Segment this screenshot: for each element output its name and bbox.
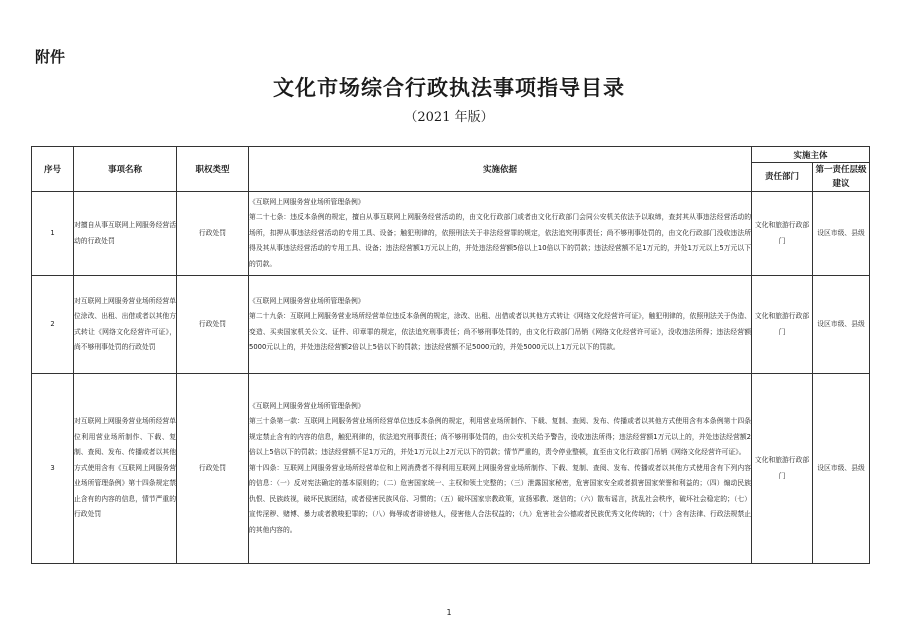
page-title: 文化市场综合行政执法事项指导目录 [273, 75, 625, 100]
row-seq: 1 [32, 192, 74, 276]
basis-paragraph: 第三十条第一款：互联网上网服务营业场所经营单位违反本条例的规定，利用营业场所制作、下载、复制、查阅、发布、传播或者以其他方式使用含有本条例第十四条规定禁止含有的内容的信息，触犯刑律的，依法追究刑事责任；尚不够刑事处罚的，由公安机关给予警告，没收违法所得；违法经营额1万元以上的，并处违法经营额2倍以上5倍以下的罚款；违法经营额不足1万元的，并处1万元以上2万元以下的罚款；情节严重的，责令停业整顿，直至由文化行政部门吊销《网络文化经营许可证》。 [249, 417, 751, 457]
catalog-table [31, 146, 870, 564]
row-basis [249, 374, 752, 564]
header-subject-group: 实施主体 [752, 147, 870, 163]
header-basis: 实施依据 [249, 147, 752, 192]
row-first-level: 设区市级、县级 [813, 374, 870, 564]
row-basis [249, 192, 752, 276]
header-responsible-dept: 责任部门 [752, 163, 813, 192]
page-number: 1 [446, 608, 452, 617]
row-responsible-dept: 文化和旅游行政部门 [752, 192, 813, 276]
attachment-label: 附件 [35, 48, 66, 66]
basis-paragraph: 第十四条：互联网上网服务营业场所经营单位和上网消费者不得利用互联网上网服务营业场所制作、下载、复制、查阅、发布、传播或者以其他方式使用含有下列内容的信息：（一）反对宪法确定的基本原则的；（二）危害国家统一、主权和领土完整的；（三）泄露国家秘密，危害国家安全或者损害国家荣誉和利益的；（四）煽动民族仇恨、民族歧视，破坏民族团结，或者侵害民族风俗、习惯的；（五）破坏国家宗教政策，宣扬邪教、迷信的；（六）散布谣言，扰乱社会秩序，破坏社会稳定的；（七）宣传淫秽、赌博、暴力或者教唆犯罪的；（八）侮辱或者诽谤他人，侵害他人合法权益的；（九）危害社会公德或者民族优秀文化传统的；（十）含有法律、行政法规禁止的其他内容的。 [249, 463, 751, 534]
table-row [32, 374, 870, 564]
row-power-type: 行政处罚 [177, 374, 249, 564]
row-item-name: 对互联网上网服务营业场所经营单位涂改、出租、出借或者以其他方式转让《网络文化经营许可证》，尚不够刑事处罚的行政处罚 [74, 276, 177, 374]
row-power-type: 行政处罚 [177, 192, 249, 276]
row-item-name: 对互联网上网服务营业场所经营单位利用营业场所制作、下载、复制、查阅、发布、传播或者以其他方式使用含有《互联网上网服务营业场所管理条例》第十四条规定禁止含有的内容的信息，情节严重的行政处罚 [74, 374, 177, 564]
table-row [32, 192, 870, 276]
header-seq: 序号 [32, 147, 74, 192]
basis-paragraph: 第二十七条：违反本条例的规定，擅自从事互联网上网服务经营活动的，由文化行政部门或者由文化行政部门会同公安机关依法予以取缔，查封其从事违法经营活动的场所，扣押从事违法经营活动的专用工具、设备；触犯刑律的，依照刑法关于非法经营罪的规定，依法追究刑事责任；尚不够刑事处罚的，由文化行政部门没收违法所得及其从事违法经营活动的专用工具、设备；违法经营额1万元以上的，并处违法经营额5倍以上10倍以下的罚款；违法经营额不足1万元的，并处1万元以上5万元以下的罚款。 [249, 213, 751, 268]
row-seq: 2 [32, 276, 74, 374]
row-responsible-dept: 文化和旅游行政部门 [752, 374, 813, 564]
row-first-level: 设区市级、县级 [813, 192, 870, 276]
table-row [32, 276, 870, 374]
basis-paragraph: 《互联网上网服务营业场所管理条例》 [249, 197, 365, 206]
row-power-type: 行政处罚 [177, 276, 249, 374]
row-item-name: 对擅自从事互联网上网服务经营活动的行政处罚 [74, 192, 177, 276]
row-responsible-dept: 文化和旅游行政部门 [752, 276, 813, 374]
page-subtitle: （2021 年版） [404, 110, 494, 125]
row-seq: 3 [32, 374, 74, 564]
header-power-type: 职权类型 [177, 147, 249, 192]
row-basis [249, 276, 752, 374]
row-first-level: 设区市级、县级 [813, 276, 870, 374]
basis-paragraph: 第二十九条：互联网上网服务营业场所经营单位违反本条例的规定，涂改、出租、出借或者以其他方式转让《网络文化经营许可证》，触犯刑律的，依照刑法关于伪造、变造、买卖国家机关公文、证件、印章罪的规定，依法追究刑事责任；尚不够刑事处罚的，由文化行政部门吊销《网络文化经营许可证》，没收违法所得；违法经营额5000元以上的，并处违法经营额2倍以上5倍以下的罚款；违法经营额不足5000元的，并处5000元以上1万元以下的罚款。 [249, 312, 751, 351]
header-first-level: 第一责任层级建议 [813, 163, 870, 192]
basis-paragraph: 《互联网上网服务营业场所管理条例》 [249, 401, 365, 410]
header-item-name: 事项名称 [74, 147, 177, 192]
basis-paragraph: 《互联网上网服务营业场所管理条例》 [249, 296, 365, 305]
